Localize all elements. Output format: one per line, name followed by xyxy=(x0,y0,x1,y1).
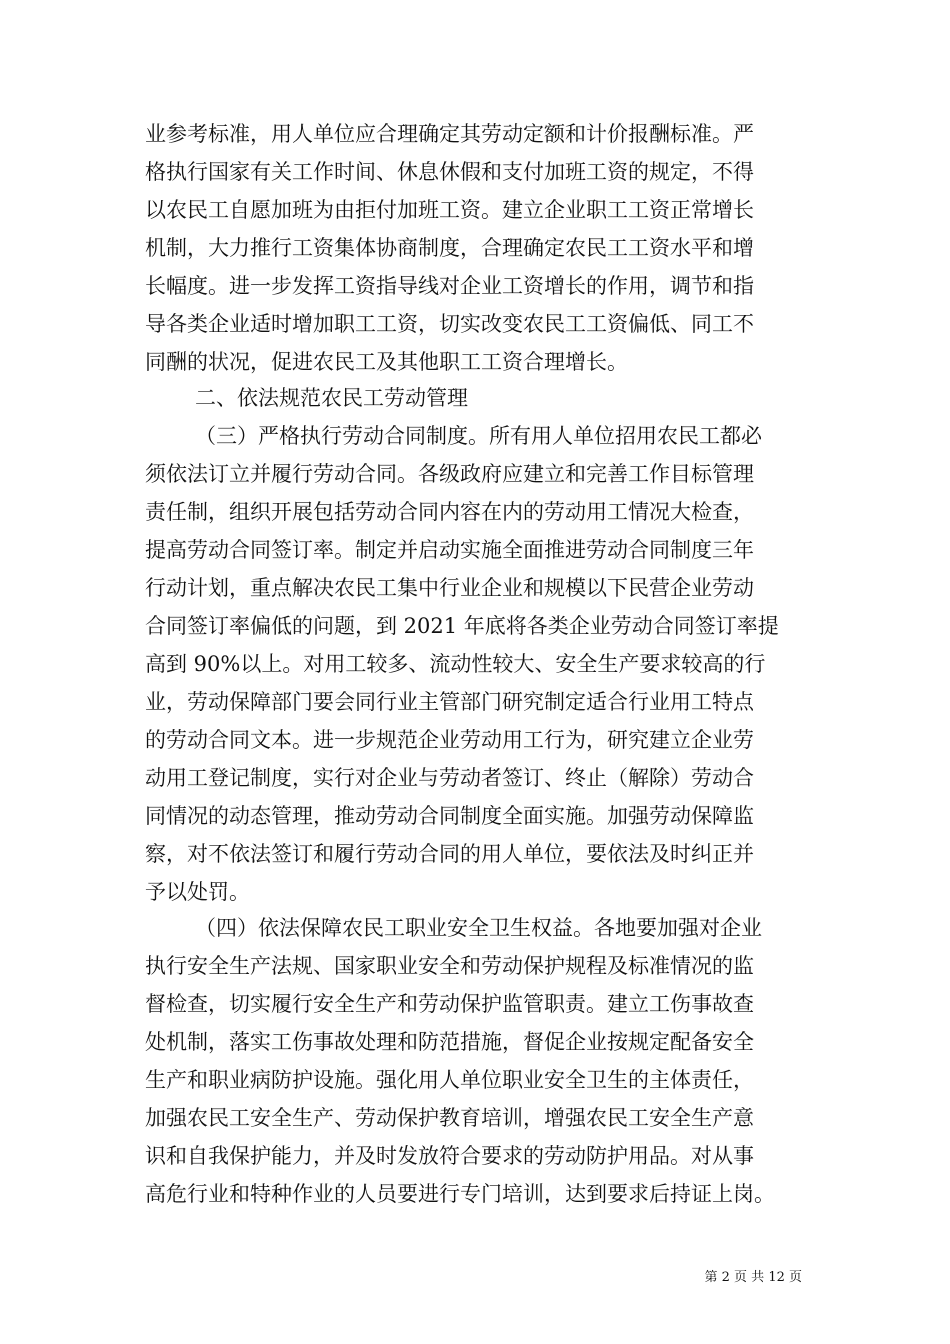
section-heading: 二、依法规范农民工劳动管理 xyxy=(195,386,468,410)
body-text-line: 加强农民工安全生产、劳动保护教育培训，增强农民工安全生产意 xyxy=(145,1106,754,1130)
body-text-line: 长幅度。进一步发挥工资指导线对企业工资增长的作用，调节和指 xyxy=(145,274,754,298)
body-text-line: 察，对不依法签订和履行劳动合同的用人单位，要依法及时纠正并 xyxy=(145,842,754,866)
body-text-line: 以农民工自愿加班为由拒付加班工资。建立企业职工工资正常增长 xyxy=(145,198,754,222)
body-text-line: 须依法订立并履行劳动合同。各级政府应建立和完善工作目标管理 xyxy=(145,462,754,486)
body-text-line: 生产和职业病防护设施。强化用人单位职业安全卫生的主体责任， xyxy=(145,1068,754,1092)
body-text-line: 高到 90%以上。对用工较多、流动性较大、安全生产要求较高的行 xyxy=(145,652,766,676)
body-text-line: 业参考标准，用人单位应合理确定其劳动定额和计价报酬标准。严 xyxy=(145,122,754,146)
body-text-line: 合同签订率偏低的问题，到 2021 年底将各类企业劳动合同签订率提 xyxy=(145,614,779,638)
body-text-line: 行动计划，重点解决农民工集中行业企业和规模以下民营企业劳动 xyxy=(145,576,754,600)
body-text-line: 识和自我保护能力，并及时发放符合要求的劳动防护用品。对从事 xyxy=(145,1144,754,1168)
body-text-line: 机制，大力推行工资集体协商制度，合理确定农民工工资水平和增 xyxy=(145,236,754,260)
body-text-line: 的劳动合同文本。进一步规范企业劳动用工行为，研究建立企业劳 xyxy=(145,728,754,752)
body-text-line: 执行安全生产法规、国家职业安全和劳动保护规程及标准情况的监 xyxy=(145,954,754,978)
page-number-footer: 第 2 页 共 12 页 xyxy=(704,1270,802,1285)
body-text-line: 高危行业和特种作业的人员要进行专门培训，达到要求后持证上岗。 xyxy=(145,1182,775,1206)
body-text-line: 格执行国家有关工作时间、休息休假和支付加班工资的规定，不得 xyxy=(145,160,754,184)
body-text-line: 业，劳动保障部门要会同行业主管部门研究制定适合行业用工特点 xyxy=(145,690,754,714)
body-text-line: 提高劳动合同签订率。制定并启动实施全面推进劳动合同制度三年 xyxy=(145,538,754,562)
paragraph-start-line: （四）依法保障农民工职业安全卫生权益。各地要加强对企业 xyxy=(195,916,762,940)
body-text-line: 予以处罚。 xyxy=(145,880,250,904)
body-text-line: 督检查，切实履行安全生产和劳动保护监管职责。建立工伤事故查 xyxy=(145,992,754,1016)
body-text-line: 导各类企业适时增加职工工资，切实改变农民工工资偏低、同工不 xyxy=(145,312,754,336)
body-text-line: 同情况的动态管理，推动劳动合同制度全面实施。加强劳动保障监 xyxy=(145,804,754,828)
body-text-line: 处机制，落实工伤事故处理和防范措施，督促企业按规定配备安全 xyxy=(145,1030,754,1054)
body-text-line: 同酬的状况，促进农民工及其他职工工资合理增长。 xyxy=(145,350,628,374)
body-text-line: 责任制，组织开展包括劳动合同内容在内的劳动用工情况大检查， xyxy=(145,500,754,524)
body-text-line: 动用工登记制度，实行对企业与劳动者签订、终止（解除）劳动合 xyxy=(145,766,754,790)
paragraph-start-line: （三）严格执行劳动合同制度。所有用人单位招用农民工都必 xyxy=(195,424,762,448)
